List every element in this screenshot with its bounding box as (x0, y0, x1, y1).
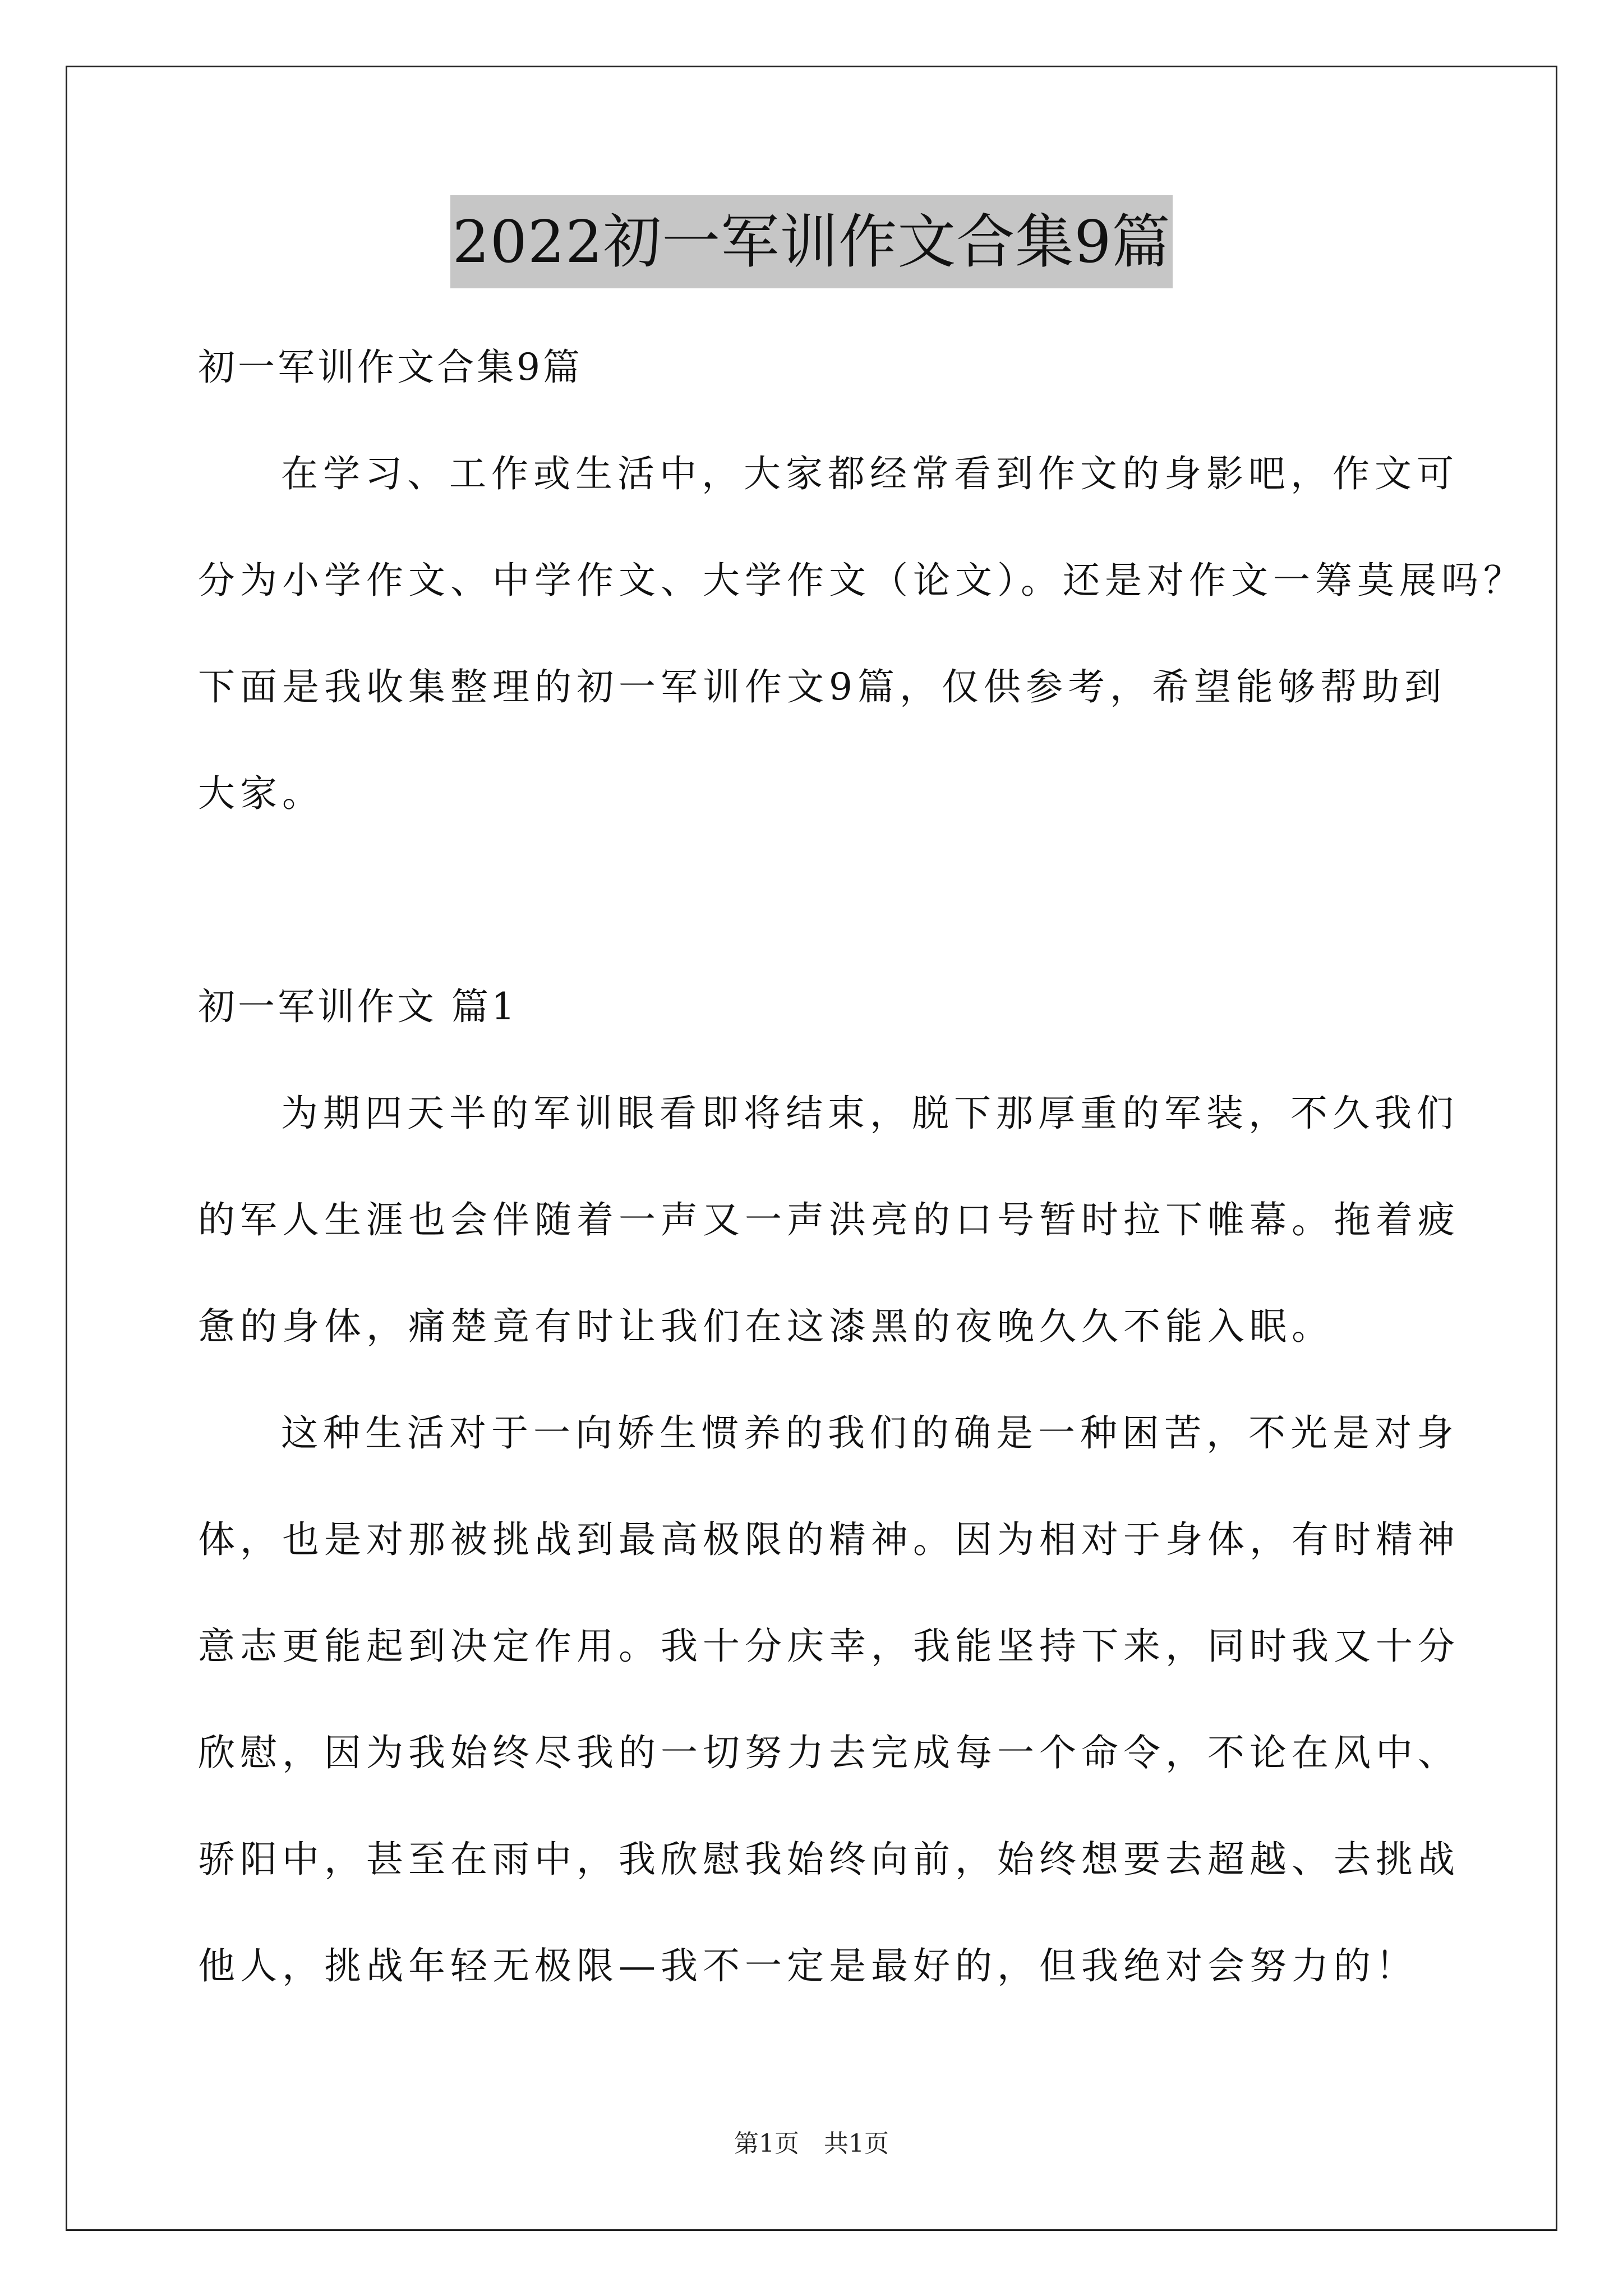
document-body (198, 314, 1525, 2019)
paragraph-line: 下面是我收集整理的初一军训作文9篇，仅供参考，希望能够帮助到 (198, 665, 1446, 708)
essay-paragraph-1 (198, 1060, 1460, 1380)
paragraph-line: 的军人生涯也会伴随着一声又一声洪亮的口号暂时拉下帷幕。拖着疲 (198, 1198, 1460, 1241)
paragraph-line: 欣慰，因为我始终尽我的一切努力去完成每一个命令，不论在风中、 (198, 1731, 1460, 1774)
essay-paragraph-2 (198, 1380, 1460, 2019)
paragraph-line: 体，也是对那被挑战到最高极限的精神。因为相对于身体，有时精神 (198, 1518, 1460, 1561)
paragraph-line: 骄阳中，甚至在雨中，我欣慰我始终向前，始终想要去超越、去挑战 (198, 1838, 1460, 1881)
page-number: 第1页 (734, 2129, 799, 2158)
paragraph-spacer (198, 847, 1432, 954)
section-heading: 初一军训作文 篇1 (198, 985, 518, 1028)
paragraph-line: 为期四天半的军训眼看即将结束，脱下那厚重的军装，不久我们 (281, 1092, 1459, 1135)
page-footer (0, 2127, 1623, 2161)
document-title (0, 195, 1623, 288)
page-total: 共1页 (824, 2129, 889, 2158)
paragraph-line: 在学习、工作或生活中，大家都经常看到作文的身影吧，作文可 (281, 452, 1459, 495)
paragraph-line: 大家。 (198, 772, 324, 815)
paragraph-line: 这种生活对于一向娇生惯养的我们的确是一种困苦，不光是对身 (281, 1411, 1459, 1455)
paragraph-line: 惫的身体，痛楚竟有时让我们在这漆黑的夜晚久久不能入眠。 (198, 1305, 1334, 1348)
document-subtitle: 初一军训作文合集9篇 (198, 346, 583, 389)
paragraph-line: 他人，挑战年轻无极限—我不一定是最好的，但我绝对会努力的！ (198, 1944, 1418, 1987)
document-title-text: 2022初一军训作文合集9篇 (450, 195, 1173, 288)
intro-paragraph (198, 421, 1525, 847)
paragraph-line: 意志更能起到决定作用。我十分庆幸，我能坚持下来，同时我又十分 (198, 1625, 1460, 1668)
paragraph-line: 分为小学作文、中学作文、大学作文（论文）。还是对作文一筹莫展吗？ (198, 559, 1525, 602)
